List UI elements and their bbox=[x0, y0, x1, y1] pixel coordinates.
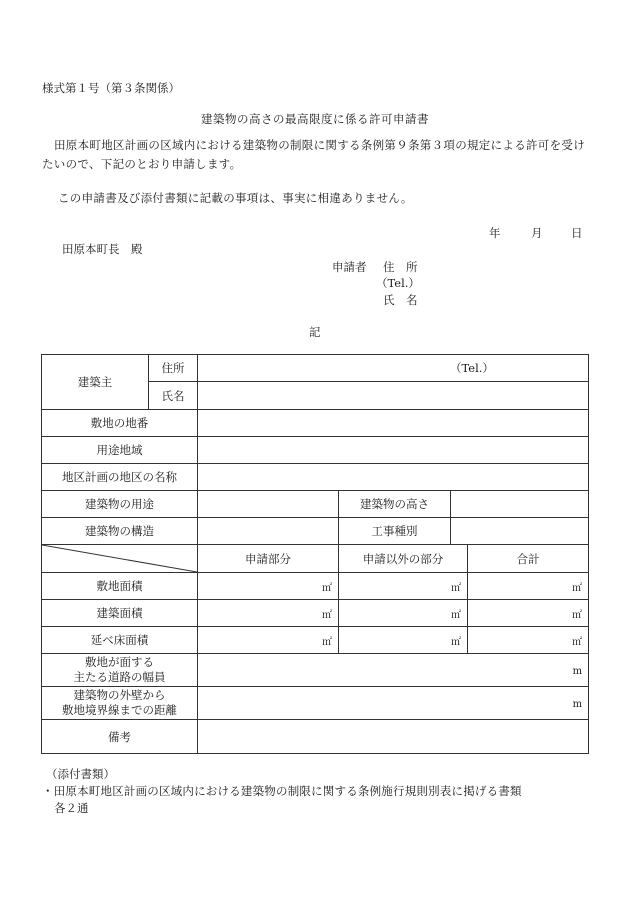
applicant-tel-label: （Tel.） bbox=[376, 276, 420, 290]
form-number: 様式第１号（第３条関係） bbox=[42, 81, 180, 95]
building-area-total-field[interactable] bbox=[468, 600, 589, 627]
lot-number-label: 敷地の地番 bbox=[42, 410, 198, 437]
unit-m2: ㎡ bbox=[572, 582, 583, 594]
date-month-label: 月 bbox=[531, 226, 543, 240]
table-row bbox=[42, 573, 589, 600]
builder-address-field[interactable] bbox=[198, 355, 589, 382]
applicant-name-label: 氏 名 bbox=[383, 293, 418, 307]
application-table bbox=[41, 354, 589, 754]
attachments-item-1: ・田原本町地区計画の区域内における建築物の制限に関する条例施行規則別表に掲げる書類 bbox=[42, 784, 522, 798]
ki-label: 記 bbox=[309, 325, 321, 339]
table-row bbox=[42, 654, 589, 687]
floor-area-applied-field[interactable] bbox=[198, 627, 339, 654]
lot-number-field[interactable] bbox=[198, 410, 589, 437]
road-width-label bbox=[42, 654, 198, 687]
floor-area-other-field[interactable] bbox=[339, 627, 468, 654]
wall-distance-field[interactable] bbox=[198, 687, 589, 720]
table-row bbox=[42, 464, 589, 491]
table-row bbox=[42, 720, 589, 754]
table-row bbox=[42, 687, 589, 720]
intro-paragraph-2: この申請書及び添付書類に記載の事項は、事実に相違ありません。 bbox=[58, 191, 413, 205]
remarks-field[interactable] bbox=[198, 720, 589, 754]
unit-m: m bbox=[572, 699, 583, 710]
unit-m2: ㎡ bbox=[322, 636, 332, 648]
use-district-label: 用途地域 bbox=[42, 437, 198, 464]
road-width-field[interactable] bbox=[198, 654, 589, 687]
table-row bbox=[42, 627, 589, 654]
floor-area-label: 延べ床面積 bbox=[42, 627, 198, 654]
attachments-item-2: 各２通 bbox=[54, 801, 89, 815]
attachments-heading: （添付書類） bbox=[46, 767, 115, 781]
district-plan-name-field[interactable] bbox=[198, 464, 589, 491]
unit-m2: ㎡ bbox=[451, 636, 461, 648]
table-row bbox=[42, 355, 589, 382]
builder-label: 建築主 bbox=[42, 355, 149, 410]
table-row bbox=[42, 518, 589, 545]
district-plan-name-label: 地区計画の地区の名称 bbox=[42, 464, 198, 491]
unit-m2: ㎡ bbox=[451, 582, 461, 594]
unit-m2: ㎡ bbox=[451, 609, 461, 621]
table-row bbox=[42, 600, 589, 627]
addressee: 田原本町長 殿 bbox=[62, 242, 143, 256]
construction-type-field[interactable] bbox=[451, 518, 589, 545]
construction-type-label: 工事種別 bbox=[339, 518, 451, 545]
building-area-applied-field[interactable] bbox=[198, 600, 339, 627]
builder-name-field[interactable] bbox=[198, 382, 589, 410]
road-width-label-line1: 敷地が面する bbox=[85, 655, 154, 669]
wall-distance-label bbox=[42, 687, 198, 720]
site-area-applied-field[interactable] bbox=[198, 573, 339, 600]
road-width-label-line2: 主たる道路の幅員 bbox=[73, 670, 166, 684]
building-use-label: 建築物の用途 bbox=[42, 491, 198, 518]
building-use-field[interactable] bbox=[198, 491, 339, 518]
wall-distance-label-line2: 敷地境界線までの距離 bbox=[62, 703, 177, 717]
date-year-label: 年 bbox=[489, 226, 501, 240]
diagonal-header-cell bbox=[42, 545, 198, 573]
applicant-label: 申請者 bbox=[332, 260, 367, 274]
form-title: 建築物の高さの最高限度に係る許可申請書 bbox=[201, 112, 429, 126]
site-area-other-field[interactable] bbox=[339, 573, 468, 600]
builder-name-label: 氏名 bbox=[149, 382, 198, 410]
unit-m: m bbox=[572, 666, 583, 677]
col-total-header: 合計 bbox=[468, 545, 589, 573]
date-day-label: 日 bbox=[571, 226, 583, 240]
table-row bbox=[42, 410, 589, 437]
building-height-label: 建築物の高さ bbox=[339, 491, 451, 518]
table-row bbox=[42, 491, 589, 518]
building-area-other-field[interactable] bbox=[339, 600, 468, 627]
unit-m2: ㎡ bbox=[572, 636, 583, 648]
col-applied-header: 申請部分 bbox=[198, 545, 339, 573]
builder-tel-label: （Tel.） bbox=[450, 361, 494, 375]
table-row bbox=[42, 545, 589, 573]
intro-paragraph-1: 田原本町地区計画の区域内における建築物の制限に関する条例第９条第３項の規定による許可を受けたいので、下記のとおり申請します。 bbox=[42, 138, 585, 171]
table-row bbox=[42, 437, 589, 464]
unit-m2: ㎡ bbox=[572, 609, 583, 621]
col-other-header: 申請以外の部分 bbox=[339, 545, 468, 573]
building-height-field[interactable] bbox=[451, 491, 589, 518]
unit-m2: ㎡ bbox=[322, 609, 332, 621]
remarks-label: 備考 bbox=[42, 720, 198, 754]
unit-m2: ㎡ bbox=[322, 582, 332, 594]
building-structure-field[interactable] bbox=[198, 518, 339, 545]
floor-area-total-field[interactable] bbox=[468, 627, 589, 654]
applicant-address-label: 住 所 bbox=[383, 260, 418, 274]
site-area-total-field[interactable] bbox=[468, 573, 589, 600]
wall-distance-label-line1: 建築物の外壁から bbox=[73, 688, 166, 702]
building-structure-label: 建築物の構造 bbox=[42, 518, 198, 545]
building-area-label: 建築面積 bbox=[42, 600, 198, 627]
diagonal-line bbox=[42, 545, 197, 572]
site-area-label: 敷地面積 bbox=[42, 573, 198, 600]
builder-address-label: 住所 bbox=[149, 355, 198, 382]
use-district-field[interactable] bbox=[198, 437, 589, 464]
